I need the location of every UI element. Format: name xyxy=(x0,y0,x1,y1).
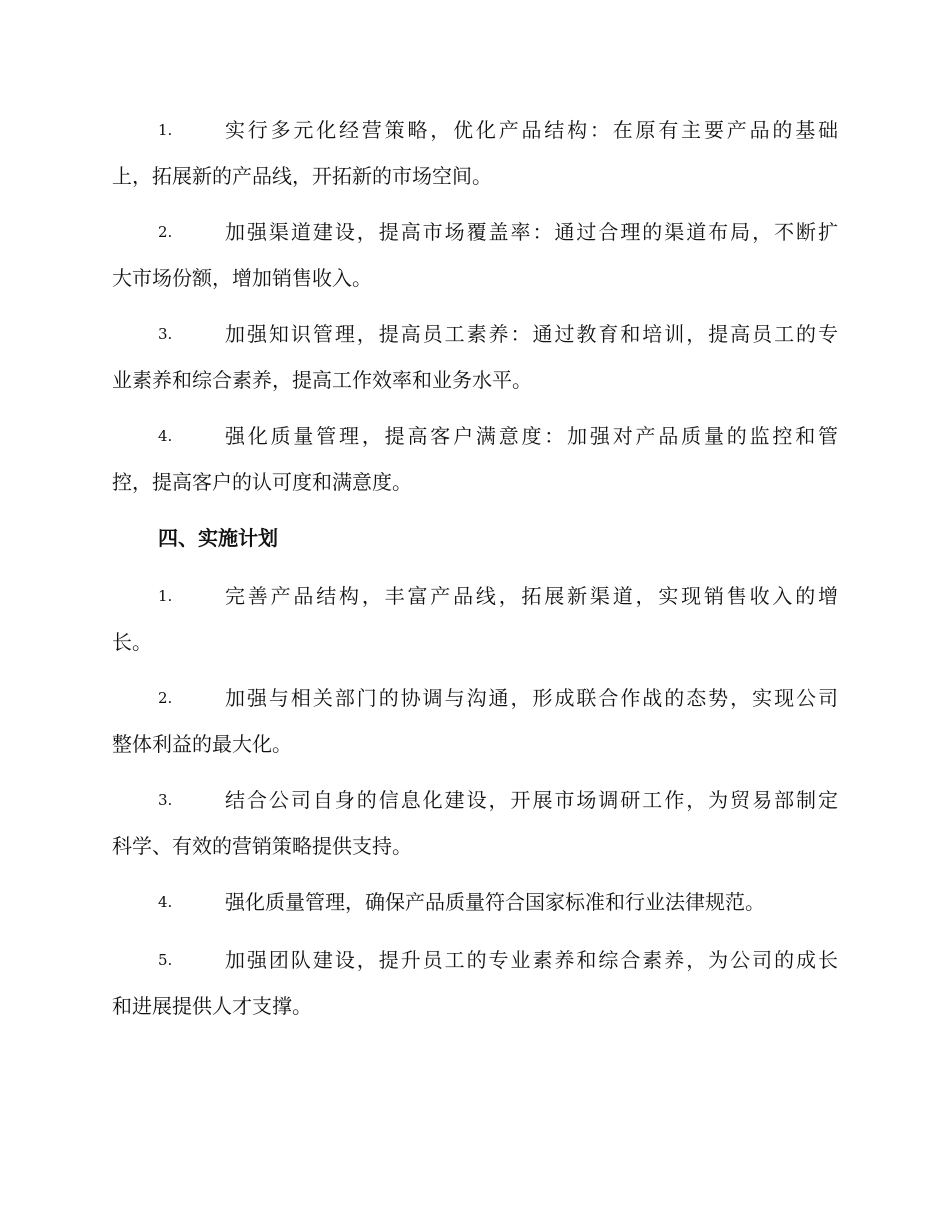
item-text: 加强渠道建设，提高市场覆盖率：通过合理的渠道布局，不断扩 xyxy=(225,220,838,244)
item-text-continued: 长。 xyxy=(112,630,152,654)
item-text: 结合公司自身的信息化建设，开展市场调研工作，为贸易部制定 xyxy=(225,788,838,812)
item-continuation-line xyxy=(112,459,834,505)
item-first-line xyxy=(112,573,838,619)
plan-item-3 xyxy=(112,777,838,869)
item-continuation-line xyxy=(112,619,834,665)
item-continuation-line xyxy=(112,357,834,403)
item-number: 1. xyxy=(158,121,173,139)
strategy-item-3 xyxy=(112,311,838,403)
item-continuation-line xyxy=(112,823,834,869)
section-heading-block xyxy=(112,515,834,561)
item-first-line xyxy=(112,107,838,153)
item-text-continued: 业素养和综合素养，提高工作效率和业务水平。 xyxy=(112,368,532,392)
item-text-continued: 大市场份额，增加销售收入。 xyxy=(112,266,372,290)
item-text: 完善产品结构，丰富产品线，拓展新渠道，实现销售收入的增 xyxy=(225,584,838,608)
item-text: 强化质量管理，提高客户满意度：加强对产品质量的监控和管 xyxy=(225,424,838,448)
item-first-line xyxy=(112,937,838,983)
item-number: 4. xyxy=(158,427,173,445)
item-number: 2. xyxy=(158,223,173,241)
item-continuation-line xyxy=(112,255,834,301)
item-first-line xyxy=(112,675,838,721)
strategy-item-4 xyxy=(112,413,838,505)
item-number: 4. xyxy=(158,893,173,911)
strategy-item-1 xyxy=(112,107,838,199)
item-text: 实行多元化经营策略，优化产品结构：在原有主要产品的基础 xyxy=(225,118,838,142)
plan-item-5 xyxy=(112,937,838,1029)
plan-item-4 xyxy=(112,879,834,925)
item-continuation-line xyxy=(112,153,834,199)
item-first-line xyxy=(112,311,838,357)
plan-item-1 xyxy=(112,573,838,665)
item-continuation-line xyxy=(112,983,834,1029)
strategy-item-2 xyxy=(112,209,838,301)
item-text-continued: 科学、有效的营销策略提供支持。 xyxy=(112,834,412,858)
item-first-line xyxy=(112,209,838,255)
item-number: 5. xyxy=(158,951,173,969)
item-first-line xyxy=(112,777,838,823)
item-number: 1. xyxy=(158,587,173,605)
item-number: 3. xyxy=(158,325,173,343)
section-heading: 四、实施计划 xyxy=(158,526,278,550)
item-continuation-line xyxy=(112,721,834,767)
item-text-continued: 和进展提供人才支撑。 xyxy=(112,994,312,1018)
item-text: 加强与相关部门的协调与沟通，形成联合作战的态势，实现公司 xyxy=(225,686,838,710)
section-heading-line xyxy=(112,515,834,561)
plan-item-2 xyxy=(112,675,838,767)
item-text-continued: 上，拓展新的产品线，开拓新的市场空间。 xyxy=(112,164,492,188)
item-text-continued: 整体利益的最大化。 xyxy=(112,732,292,756)
item-text: 加强团队建设，提升员工的专业素养和综合素养，为公司的成长 xyxy=(225,948,838,972)
item-first-line xyxy=(112,413,838,459)
item-first-line xyxy=(112,879,834,925)
item-text-continued: 控，提高客户的认可度和满意度。 xyxy=(112,470,412,494)
item-text: 加强知识管理，提高员工素养：通过教育和培训，提高员工的专 xyxy=(225,322,838,346)
item-text: 强化质量管理，确保产品质量符合国家标准和行业法律规范。 xyxy=(225,890,765,914)
item-number: 3. xyxy=(158,791,173,809)
item-number: 2. xyxy=(158,689,173,707)
